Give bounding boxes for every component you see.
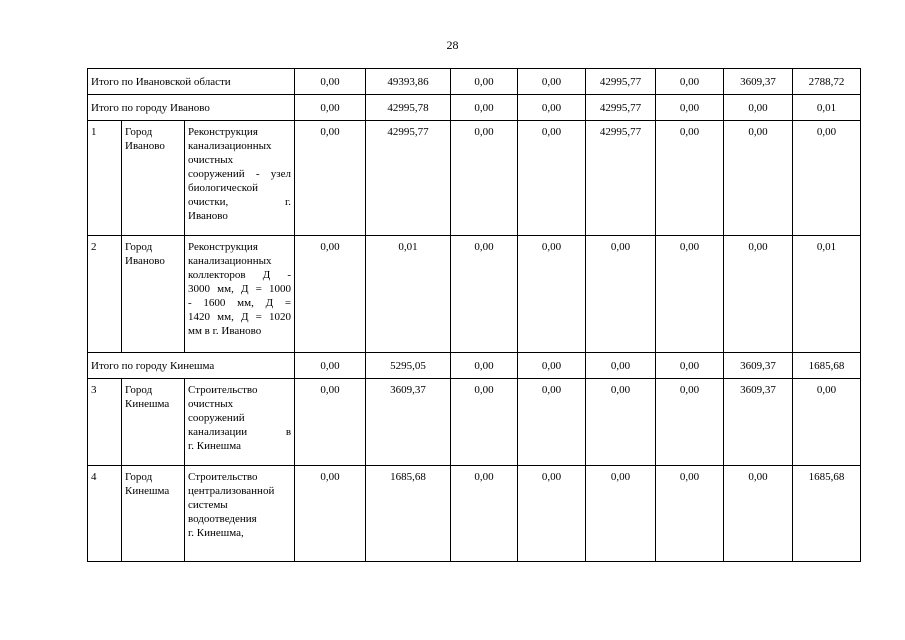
value-cell: 0,00 xyxy=(295,466,366,562)
item-city-line: Иваново xyxy=(125,140,165,152)
investment-table xyxy=(87,68,861,562)
item-description xyxy=(185,379,295,466)
item-description xyxy=(185,466,295,562)
item-description-line: 1420 мм, Д = 1020 xyxy=(188,311,292,323)
value-cell: 0,00 xyxy=(656,121,724,236)
item-city-line: Кинешма xyxy=(125,485,170,497)
value-cell: 0,00 xyxy=(656,95,724,121)
value-cell: 0,00 xyxy=(724,95,793,121)
value-cell: 0,00 xyxy=(724,466,793,562)
value-cell: 1685,68 xyxy=(793,353,861,379)
item-city xyxy=(122,466,185,562)
value-cell: 0,00 xyxy=(518,69,586,95)
item-description-line: очистных xyxy=(188,398,234,410)
value-cell: 0,00 xyxy=(656,466,724,562)
value-cell: 0,00 xyxy=(295,69,366,95)
item-description-line: сооружений - узел xyxy=(188,168,292,180)
value-cell: 0,01 xyxy=(366,236,451,353)
item-description-line: централизованной xyxy=(188,485,275,497)
item-city-line: Кинешма xyxy=(125,398,170,410)
value-cell: 0,00 xyxy=(451,95,518,121)
item-number: 1 xyxy=(88,121,122,236)
item-description-line: биологической xyxy=(188,182,258,194)
page-number: 28 xyxy=(446,38,459,52)
item-city-line: Город xyxy=(125,126,153,138)
value-cell: 3609,37 xyxy=(724,69,793,95)
value-cell: 42995,77 xyxy=(586,69,656,95)
value-cell: 42995,77 xyxy=(366,121,451,236)
item-row xyxy=(88,466,861,562)
value-cell: 0,00 xyxy=(586,236,656,353)
item-description-line: канализации в xyxy=(188,426,292,438)
value-cell: 3609,37 xyxy=(366,379,451,466)
summary-label: Итого по городу Кинешма xyxy=(88,353,295,379)
value-cell: 0,00 xyxy=(724,236,793,353)
value-cell: 0,00 xyxy=(518,95,586,121)
item-description-line: г. Кинешма, xyxy=(188,527,244,539)
item-number: 4 xyxy=(88,466,122,562)
value-cell: 0,00 xyxy=(518,353,586,379)
item-row xyxy=(88,379,861,466)
value-cell: 0,00 xyxy=(451,236,518,353)
value-cell: 0,00 xyxy=(656,379,724,466)
value-cell: 0,00 xyxy=(518,466,586,562)
value-cell: 49393,86 xyxy=(366,69,451,95)
value-cell: 0,00 xyxy=(656,236,724,353)
item-city xyxy=(122,236,185,353)
value-cell: 0,00 xyxy=(518,236,586,353)
item-description-line: очистных xyxy=(188,154,234,166)
item-row xyxy=(88,121,861,236)
item-description-line: коллекторов Д - xyxy=(188,269,292,281)
value-cell: 1685,68 xyxy=(366,466,451,562)
value-cell: 0,00 xyxy=(451,69,518,95)
value-cell: 0,00 xyxy=(451,353,518,379)
item-city-line: Иваново xyxy=(125,255,165,267)
value-cell: 0,00 xyxy=(295,121,366,236)
value-cell: 5295,05 xyxy=(366,353,451,379)
value-cell: 0,00 xyxy=(451,466,518,562)
item-description-line: Иваново xyxy=(188,210,228,222)
item-row xyxy=(88,236,861,353)
value-cell: 0,01 xyxy=(793,95,861,121)
item-description-line: мм в г. Иваново xyxy=(188,325,262,337)
item-city xyxy=(122,379,185,466)
item-description-line: Строительство xyxy=(188,471,258,483)
item-description-line: очистки, г. xyxy=(188,196,292,208)
value-cell: 0,00 xyxy=(586,466,656,562)
summary-row xyxy=(88,95,861,121)
item-city-line: Город xyxy=(125,384,153,396)
value-cell: 42995,77 xyxy=(586,121,656,236)
value-cell: 0,01 xyxy=(793,236,861,353)
item-number: 3 xyxy=(88,379,122,466)
value-cell: 42995,77 xyxy=(586,95,656,121)
value-cell: 0,00 xyxy=(793,379,861,466)
value-cell: 0,00 xyxy=(724,121,793,236)
item-description-line: 3000 мм, Д = 1000 xyxy=(188,283,292,295)
summary-label: Итого по Ивановской области xyxy=(88,69,295,95)
value-cell: 0,00 xyxy=(295,379,366,466)
value-cell: 0,00 xyxy=(793,121,861,236)
value-cell: 0,00 xyxy=(586,353,656,379)
value-cell: 3609,37 xyxy=(724,379,793,466)
value-cell: 0,00 xyxy=(295,236,366,353)
value-cell: 3609,37 xyxy=(724,353,793,379)
item-description-line: Строительство xyxy=(188,384,258,396)
value-cell: 42995,78 xyxy=(366,95,451,121)
item-description xyxy=(185,236,295,353)
item-description-line: канализационных xyxy=(188,255,272,267)
value-cell: 1685,68 xyxy=(793,466,861,562)
item-number: 2 xyxy=(88,236,122,353)
value-cell: 0,00 xyxy=(518,379,586,466)
value-cell: 0,00 xyxy=(656,353,724,379)
item-description-line: г. Кинешма xyxy=(188,440,242,452)
value-cell: 0,00 xyxy=(451,121,518,236)
summary-label: Итого по городу Иваново xyxy=(88,95,295,121)
item-city-line: Город xyxy=(125,241,153,253)
item-city-line: Город xyxy=(125,471,153,483)
value-cell: 0,00 xyxy=(518,121,586,236)
value-cell: 0,00 xyxy=(451,379,518,466)
value-cell: 0,00 xyxy=(295,95,366,121)
item-description xyxy=(185,121,295,236)
item-city xyxy=(122,121,185,236)
item-description-line: Реконструкция xyxy=(188,241,258,253)
value-cell: 0,00 xyxy=(586,379,656,466)
summary-row xyxy=(88,353,861,379)
value-cell: 0,00 xyxy=(295,353,366,379)
item-description-line: Реконструкция xyxy=(188,126,258,138)
item-description-line: системы xyxy=(188,499,228,511)
item-description-line: сооружений xyxy=(188,412,245,424)
value-cell: 2788,72 xyxy=(793,69,861,95)
item-description-line: водоотведения xyxy=(188,513,257,525)
item-description-line: канализационных xyxy=(188,140,272,152)
item-description-line: - 1600 мм, Д = xyxy=(188,297,292,309)
summary-row xyxy=(88,69,861,95)
value-cell: 0,00 xyxy=(656,69,724,95)
